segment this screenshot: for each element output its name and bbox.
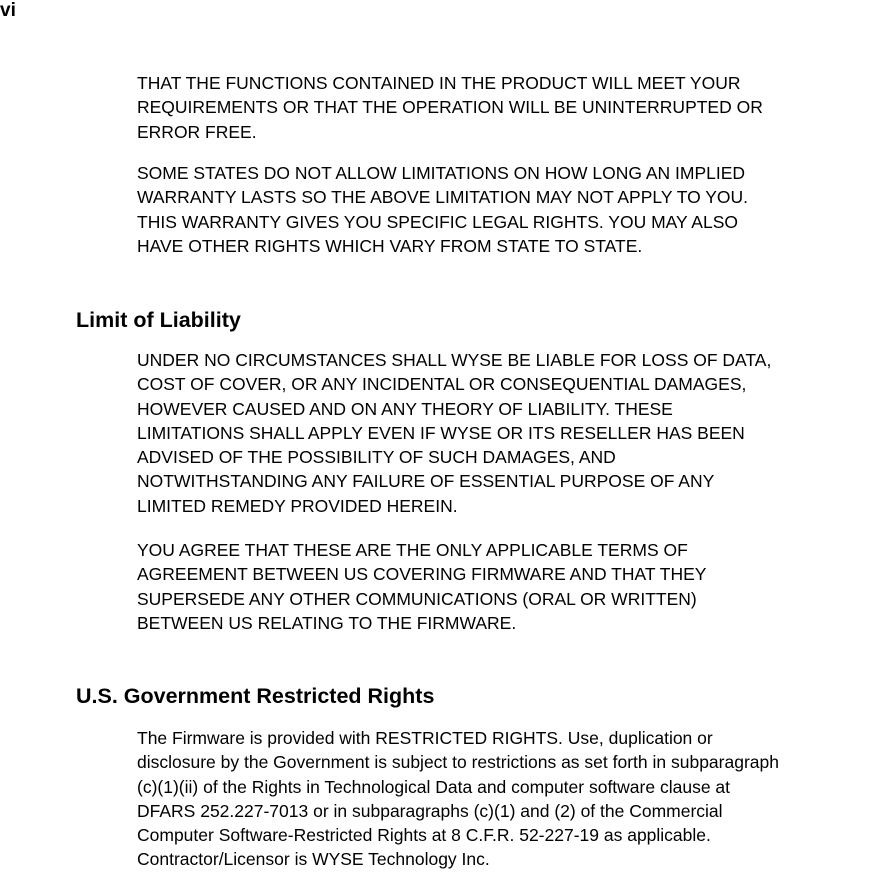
restricted-rights-paragraph: The Firmware is provided with RESTRICTED RIGHTS. Use, duplication or disclosure by the Government is subject to restrictions as set forth in subparagraph (c)(1)(ii) of the Rights in Technological Data and computer software clause at DFARS 252.227-7013 or in subparagraphs (c)(1) and (2) of the Commercial Computer Software-Restricted Rights at 8 C.F.R. 52-227-19 as applicable. Contractor/Licensor is WYSE Technology Inc. <box>137 728 779 870</box>
liability-paragraph-1: UNDER NO CIRCUMSTANCES SHALL WYSE BE LIABLE FOR LOSS OF DATA, COST OF COVER, OR ANY INCIDENTAL OR CONSEQUENTIAL DAMAGES, HOWEVER CAUSED AND ON ANY THEORY OF LIABILITY. THESE LIMITATIONS SHALL APPLY EVEN IF WYSE OR ITS RESELLER HAS BEEN ADVISED OF THE POSSIBILITY OF SUCH DAMAGES, AND NOTWITHSTANDING ANY FAILURE OF ESSENTIAL PURPOSE OF ANY LIMITED REMEDY PROVIDED HEREIN. <box>137 350 772 516</box>
page-number: vi <box>0 0 16 21</box>
warranty-paragraph-2: SOME STATES DO NOT ALLOW LIMITATIONS ON HOW LONG AN IMPLIED WARRANTY LASTS SO THE ABOVE LIMITATION MAY NOT APPLY TO YOU. THIS WARRANTY GIVES YOU SPECIFIC LEGAL RIGHTS. YOU MAY ALSO HAVE OTHER RIGHTS WHICH VARY FROM STATE TO STATE. <box>137 163 749 256</box>
liability-paragraph-2: YOU AGREE THAT THESE ARE THE ONLY APPLICABLE TERMS OF AGREEMENT BETWEEN US COVERING FIRMWARE AND THAT THEY SUPERSEDE ANY OTHER COMMUNICATIONS (ORAL OR WRITTEN) BETWEEN US RELATING TO THE FIRMWARE. <box>137 540 707 633</box>
restricted-rights-heading: U.S. Government Restricted Rights <box>76 684 435 708</box>
limit-of-liability-heading: Limit of Liability <box>76 308 241 332</box>
warranty-paragraph-1: THAT THE FUNCTIONS CONTAINED IN THE PRODUCT WILL MEET YOUR REQUIREMENTS OR THAT THE OPERATION WILL BE UNINTERRUPTED OR ERROR FREE. <box>137 73 763 142</box>
